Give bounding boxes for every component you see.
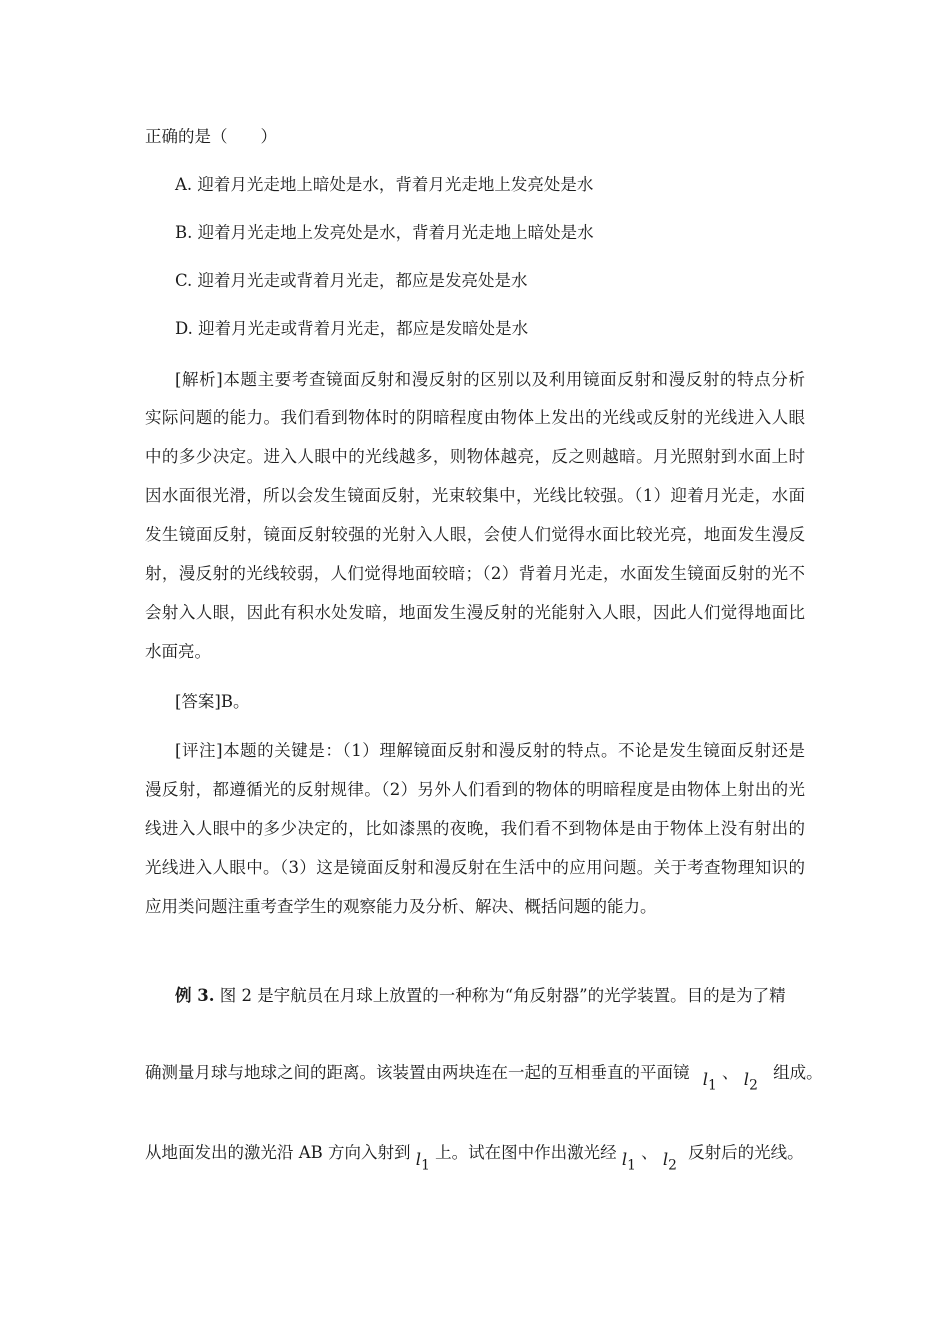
mirror-l1-ref-2: $l_1$ [621, 1150, 636, 1174]
comment-line-5: 应用类问题注重考查学生的观察能力及分析、解决、概括问题的能力。 [145, 897, 657, 916]
analysis-line-7: 会射入人眼，因此有积水处发暗，地面发生漫反射的光能射入人眼，因此人们觉得地面比 [145, 603, 805, 622]
example-sep-2: 、 [722, 1063, 739, 1082]
option-b: B. 迎着月光走地上发亮处是水，背着月光走地上暗处是水 [175, 223, 594, 242]
option-c: C. 迎着月光走或背着月光走，都应是发亮处是水 [175, 271, 528, 290]
option-a: A. 迎着月光走地上暗处是水，背着月光走地上发亮处是水 [175, 175, 594, 194]
analysis-line-1: [解析]本题主要考查镜面反射和漫反射的区别以及利用镜面反射和漫反射的特点分析 [175, 370, 805, 389]
answer: [答案]B。 [175, 692, 250, 711]
example-text-3c: 反射后的光线。 [688, 1143, 804, 1162]
example-text-3a: 从地面发出的激光沿 AB 方向入射到 [145, 1143, 411, 1162]
question-stem: 正确的是（ ） [145, 127, 277, 146]
example-text-2b: 组成。 [773, 1063, 823, 1082]
example-label: 例 3. [175, 986, 215, 1005]
example-line-3 [145, 1142, 804, 1174]
example-text-1: 图 2 是宇航员在月球上放置的一种称为“角反射器”的光学装置。目的是为了精 [219, 986, 786, 1005]
comment-line-3: 线进入人眼中的多少决定的，比如漆黑的夜晚，我们看不到物体是由于物体上没有射出的 [145, 819, 805, 838]
analysis-line-3: 中的多少决定。进入人眼中的光线越多，则物体越亮，反之则越暗。月光照射到水面上时 [145, 447, 805, 466]
analysis-line-5: 发生镜面反射，镜面反射较强的光射入人眼，会使人们觉得水面比较光亮，地面发生漫反 [145, 525, 805, 544]
example-text-3b: 上。试在图中作出激光经 [435, 1143, 617, 1162]
example-sep-3: 、 [641, 1143, 658, 1162]
analysis-line-6: 射，漫反射的光线较弱，人们觉得地面较暗；（2）背着月光走，水面发生镜面反射的光不 [145, 564, 805, 583]
analysis-line-2: 实际问题的能力。我们看到物体时的阴暗程度由物体上发出的光线或反射的光线进入人眼 [145, 408, 805, 427]
analysis-line-8: 水面亮。 [145, 642, 211, 661]
comment-line-1: [评注]本题的关键是：（1）理解镜面反射和漫反射的特点。不论是发生镜面反射还是 [175, 741, 805, 760]
option-d: D. 迎着月光走或背着月光走，都应是发暗处是水 [175, 319, 529, 338]
comment-line-4: 光线进入人眼中。（3）这是镜面反射和漫反射在生活中的应用问题。关于考查物理知识的 [145, 858, 805, 877]
example-text-2a: 确测量月球与地球之间的距离。该装置由两块连在一起的互相垂直的平面镜 [145, 1063, 690, 1082]
comment-line-2: 漫反射，都遵循光的反射规律。（2）另外人们看到的物体的明暗程度是由物体上射出的光 [145, 780, 805, 799]
mirror-l2: $l_2$ [743, 1070, 758, 1094]
example-line-2 [145, 1062, 823, 1094]
analysis-line-4: 因水面很光滑，所以会发生镜面反射，光束较集中，光线比较强。（1）迎着月光走，水面 [145, 486, 805, 505]
mirror-l2-ref: $l_2$ [662, 1150, 677, 1174]
mirror-l1-ref: $l_1$ [415, 1150, 430, 1174]
mirror-l1: $l_1$ [702, 1070, 717, 1094]
example-line-1 [175, 985, 805, 1007]
